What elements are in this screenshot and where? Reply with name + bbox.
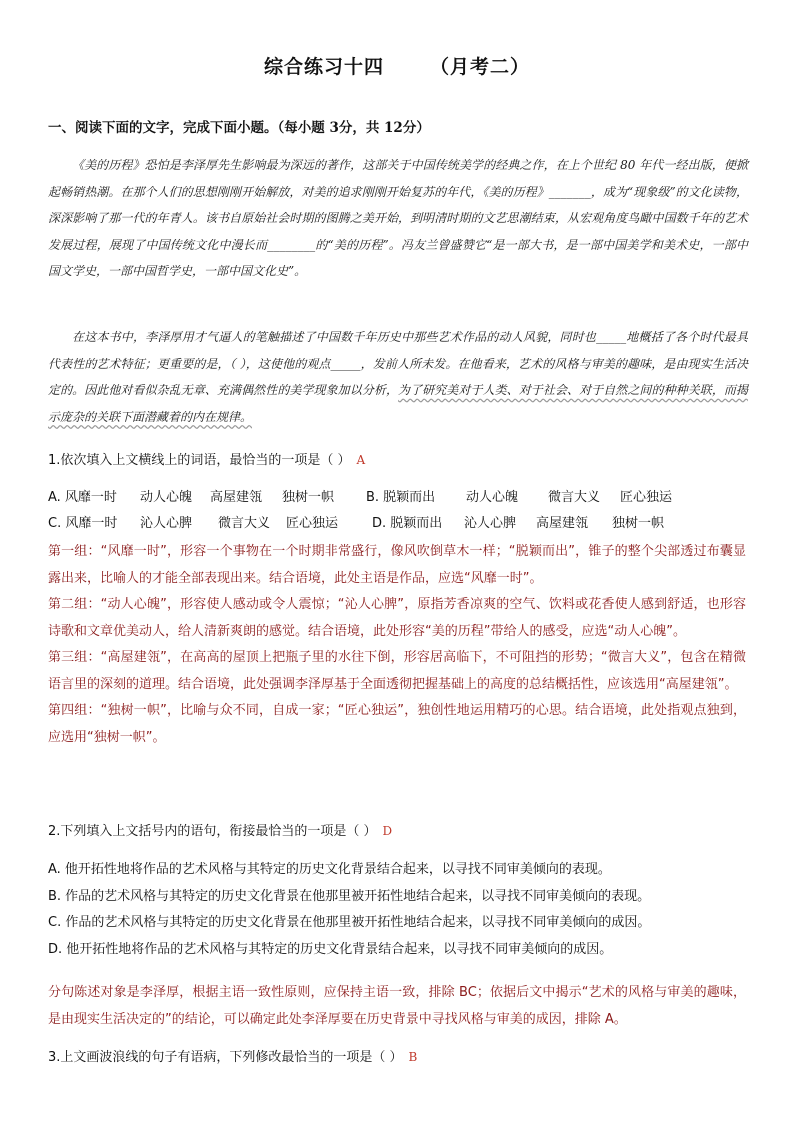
question-2-answer: D: [382, 824, 393, 838]
options-row-1: [48, 485, 690, 511]
option-d-word-3: 高屋建瓴: [536, 516, 589, 531]
option-a-word-2: 动人心魄: [140, 490, 193, 505]
option-a-word-4: 独树一帜: [282, 490, 335, 505]
question-3-text: 3.上文画波浪线的句子有语病，下列修改最恰当的一项是（ ）: [48, 1050, 403, 1065]
question-2-options: [48, 857, 650, 963]
explanation-group-2: 第二组：“动人心魄”，形容使人感动或令人震惊；“沁人心脾”，原指芳香凉爽的空气、饮料或花香使人感到舒适，也形容诗歌和文章优美动人，给人清新爽朗的感觉。结合语境，此处形容“美的历程”带给人的感受，应选“动人心魄”。: [48, 597, 746, 639]
title-main: 综合练习十四: [263, 56, 384, 78]
question-1-answer: A: [356, 453, 366, 467]
question-1-text: 1.依次填入上文横线上的词语，最恰当的一项是（ ）: [48, 453, 351, 468]
option-c-word-1: C. 风靡一时: [48, 516, 118, 531]
question-2-option-d: D. 他开拓性地将作品的艺术风格与其特定的历史文化背景结合起来，以寻找不同审美倾向的成因。: [48, 941, 613, 957]
option-d-word-2: 沁人心脾: [464, 516, 517, 531]
question-3-answer: B: [408, 1050, 418, 1064]
passage-paragraph-2: [48, 324, 748, 430]
passage-paragraph-1: 《美的历程》恐怕是李泽厚先生影响最为深远的著作，这部关于中国传统美学的经典之作，在上个世纪 80 年代一经出版，便掀起畅销热潮。在那个人们的思想刚刚开始解放，对美的追求刚刚开始复苏的年代，《美的历程》_______，成为“现象级”的文化读物，深深影响了那一代的年青人。该书自原始社会时期的图腾之美开始，到明清时期的文艺思潮结束，从宏观角度鸟瞰中国数千年的艺术发展过程，展现了中国传统文化中漫长而________的“美的历程”。冯友兰曾盛赞它“是一部大书，是一部中国美学和美术史，一部中国文学史，一部中国哲学史，一部中国文化史”。: [48, 158, 748, 278]
option-d-word-1: D. 脱颖而出: [372, 516, 443, 531]
title-sub: （月考二）: [430, 56, 531, 78]
question-2-option-b: B. 作品的艺术风格与其特定的历史文化背景在他那里被开拓性地结合起来，以寻找不同审美倾向的表现。: [48, 888, 651, 904]
question-1-options: [48, 485, 690, 537]
option-b-word-4: 匠心独运: [620, 490, 673, 505]
explanation-group-4: 第四组：“独树一帜”，比喻与众不同，自成一家；“匠心独运”，独创性地运用精巧的心思。结合语境，此处指观点独到，应选用“独树一帜”。: [48, 703, 746, 745]
question-3-stem: [48, 1044, 417, 1071]
options-row-2: [48, 511, 690, 537]
option-a-word-1: A. 风靡一时: [48, 490, 117, 505]
option-a-word-3: 高屋建瓴: [210, 490, 263, 505]
option-b-word-3: 微言大义: [548, 490, 601, 505]
section-heading: 一、阅读下面的文字，完成下面小题。（每小题 3分，共 12分）: [48, 120, 430, 136]
question-2-option-a: A. 他开拓性地将作品的艺术风格与其特定的历史文化背景结合起来，以寻找不同审美倾向的表现。: [48, 862, 611, 877]
explanation-group-1: 第一组：“风靡一时”，形容一个事物在一个时期非常盛行，像风吹倒草木一样；“脱颖而出”，锥子的整个尖部透过布囊显露出来，比喻人的才能全部表现出来。结合语境，此处主语是作品，应选“风靡一时”。: [48, 544, 746, 586]
question-1-explanation: [48, 539, 746, 751]
question-2-explanation: [48, 980, 746, 1033]
option-d-word-4: 独树一帜: [612, 516, 665, 531]
option-b-word-2: 动人心魄: [466, 490, 519, 505]
question-2-text: 2.下列填入上文括号内的语句，衔接最恰当的一项是（ ）: [48, 824, 377, 839]
option-c-word-3: 微言大义: [218, 516, 271, 531]
explanation-group-3: 第三组：“高屋建瓴”，在高高的屋顶上把瓶子里的水往下倒，形容居高临下，不可阻挡的形势；“微言大义”，包含在精微语言里的深刻的道理。结合语境，此处强调李泽厚基于全面透彻把握基础上的高度的总结概括性，应该选用“高屋建瓴”。: [48, 650, 746, 692]
question-1-stem: [48, 447, 365, 474]
question-2-explanation-text: 分句陈述对象是李泽厚，根据主语一致性原则，应保持主语一致，排除 BC；依据后文中揭示“艺术的风格与审美的趣味，是由现实生活决定的”的结论，可以确定此处李泽厚要在历史背景中寻找风格与审美的成因，排除 A。: [48, 985, 746, 1027]
passage-paragraph-2-text: 在这本书中，李泽厚用才气逼人的笔触描述了中国数千年历史中那些艺术作品的动人风貌，同时也_____地概括了各个时代最具代表性的艺术特征；更重要的是，（ ），这使他的观点_____，发前人所未发。在他看来，艺术的风格与审美的趣味，是由现实生活决定的。因此他对看似杂乱无章、充满偶然性的美学现象加以分析，: [48, 330, 748, 397]
question-2-option-c: C. 作品的艺术风格与其特定的历史文化背景在他那里被开拓性地结合起来，以寻找不同审美倾向的成因。: [48, 915, 651, 930]
option-c-word-2: 沁人心脾: [140, 516, 193, 531]
page-title: [0, 52, 794, 79]
wavy-underlined-sentence: 为了研究美对于人类、对于社会、对于自然之间的种种关联，而揭示庞杂的关联下面潜藏着的内在规律。: [48, 383, 748, 424]
question-2-stem: [48, 818, 392, 845]
option-b-word-1: B. 脱颖而出: [366, 490, 436, 505]
option-c-word-4: 匠心独运: [286, 516, 339, 531]
